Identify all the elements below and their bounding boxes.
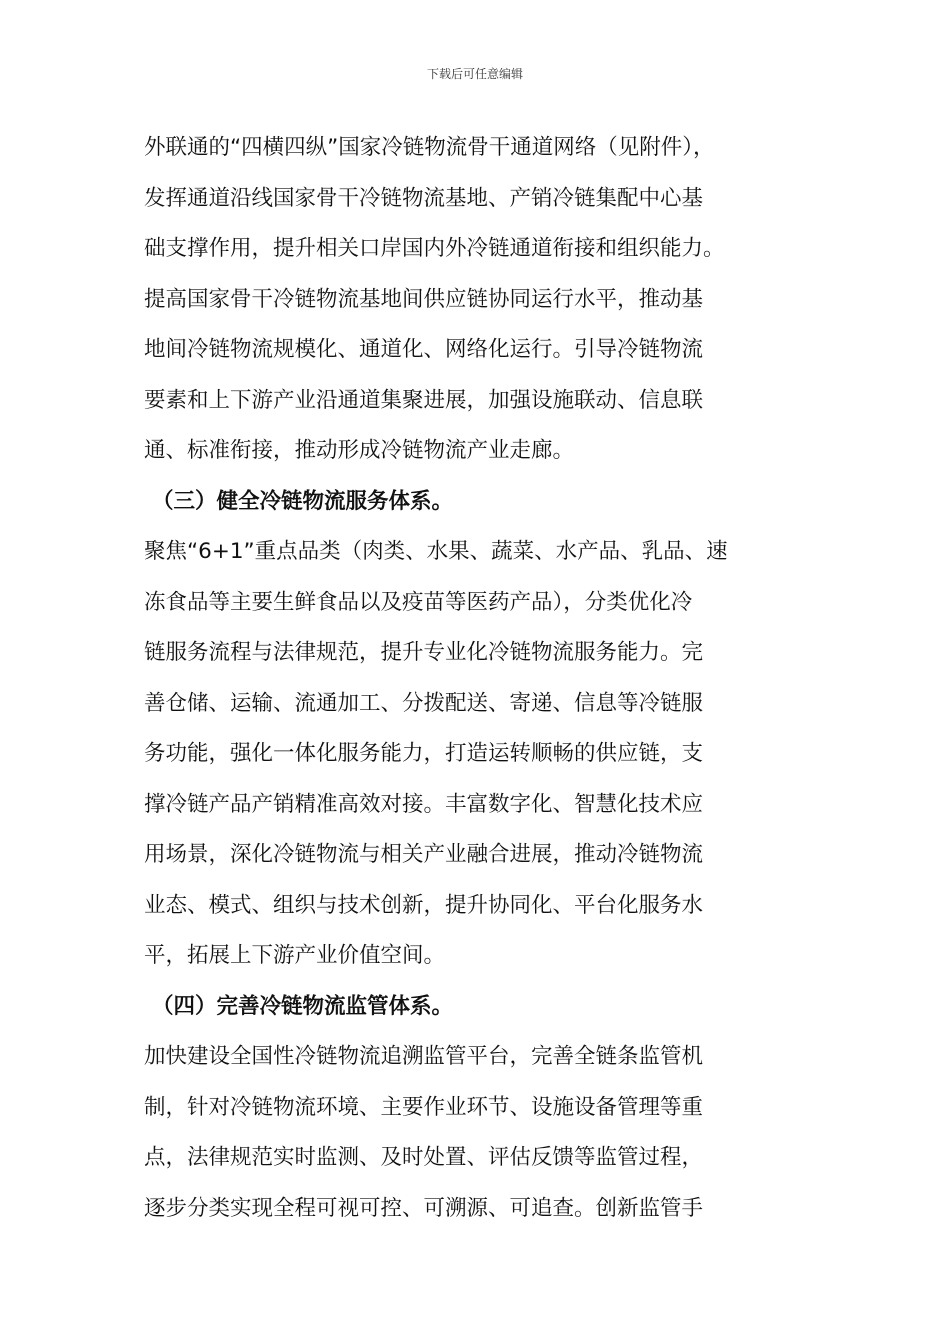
paragraph-line: 外联通的“四横四纵”国家冷链物流骨干通道网络（见附件）， — [144, 135, 715, 160]
paragraph-line: 平，拓展上下游产业价值空间。 — [144, 943, 446, 968]
paragraph-line: 冻食品等主要生鲜食品以及疫苗等医药产品），分类优化冷 — [144, 589, 693, 615]
paragraph-line: 通、标准衔接，推动形成冷链物流产业走廊。 — [144, 438, 575, 463]
paragraph-line: 点，法律规范实时监测、及时处置、评估反馈等监管过程， — [144, 1145, 704, 1170]
paragraph-line: 要素和上下游产业沿通道集聚进展，加强设施联动、信息联 — [144, 387, 704, 413]
paragraph-line: 础支撑作用，提升相关口岸国内外冷链通道衔接和组织能力。 — [144, 236, 725, 261]
section-heading: （四）完善冷链物流监管体系。 — [152, 993, 454, 1019]
paragraph-line: 逐步分类实现全程可视可控、可溯源、可追查。创新监管手 — [144, 1195, 704, 1221]
paragraph-line: 务功能，强化一体化服务能力，打造运转顺畅的供应链，支 — [144, 741, 704, 766]
paragraph-line: 撑冷链产品产销精准高效对接。丰富数字化、智慧化技术应 — [144, 791, 704, 817]
paragraph-line: 聚焦“6+1”重点品类（肉类、水果、蔬菜、水产品、乳品、速 — [144, 539, 728, 564]
paragraph-line: 提高国家骨干冷链物流基地间供应链协同运行水平，推动基 — [144, 286, 704, 312]
section-heading: （三）健全冷链物流服务体系。 — [152, 488, 454, 514]
paragraph-line: 善仓储、运输、流通加工、分拨配送、寄递、信息等冷链服 — [144, 690, 704, 716]
paragraph-line: 业态、模式、组织与技术创新，提升协同化、平台化服务水 — [144, 892, 704, 918]
paragraph-line: 链服务流程与法律规范，提升专业化冷链物流服务能力。完 — [144, 640, 704, 665]
paragraph-line: 用场景，深化冷链物流与相关产业融合进展，推动冷链物流 — [144, 842, 704, 867]
page-header-note: 下载后可任意编辑 — [426, 67, 523, 81]
document-body — [144, 130, 744, 1241]
paragraph-line: 制，针对冷链物流环境、主要作业环节、设施设备管理等重 — [144, 1094, 704, 1120]
paragraph-line: 加快建设全国性冷链物流追溯监管平台，完善全链条监管机 — [144, 1044, 704, 1069]
paragraph-line: 地间冷链物流规模化、通道化、网络化运行。引导冷链物流 — [144, 337, 704, 362]
paragraph-line: 发挥通道沿线国家骨干冷链物流基地、产销冷链集配中心基 — [144, 185, 704, 211]
